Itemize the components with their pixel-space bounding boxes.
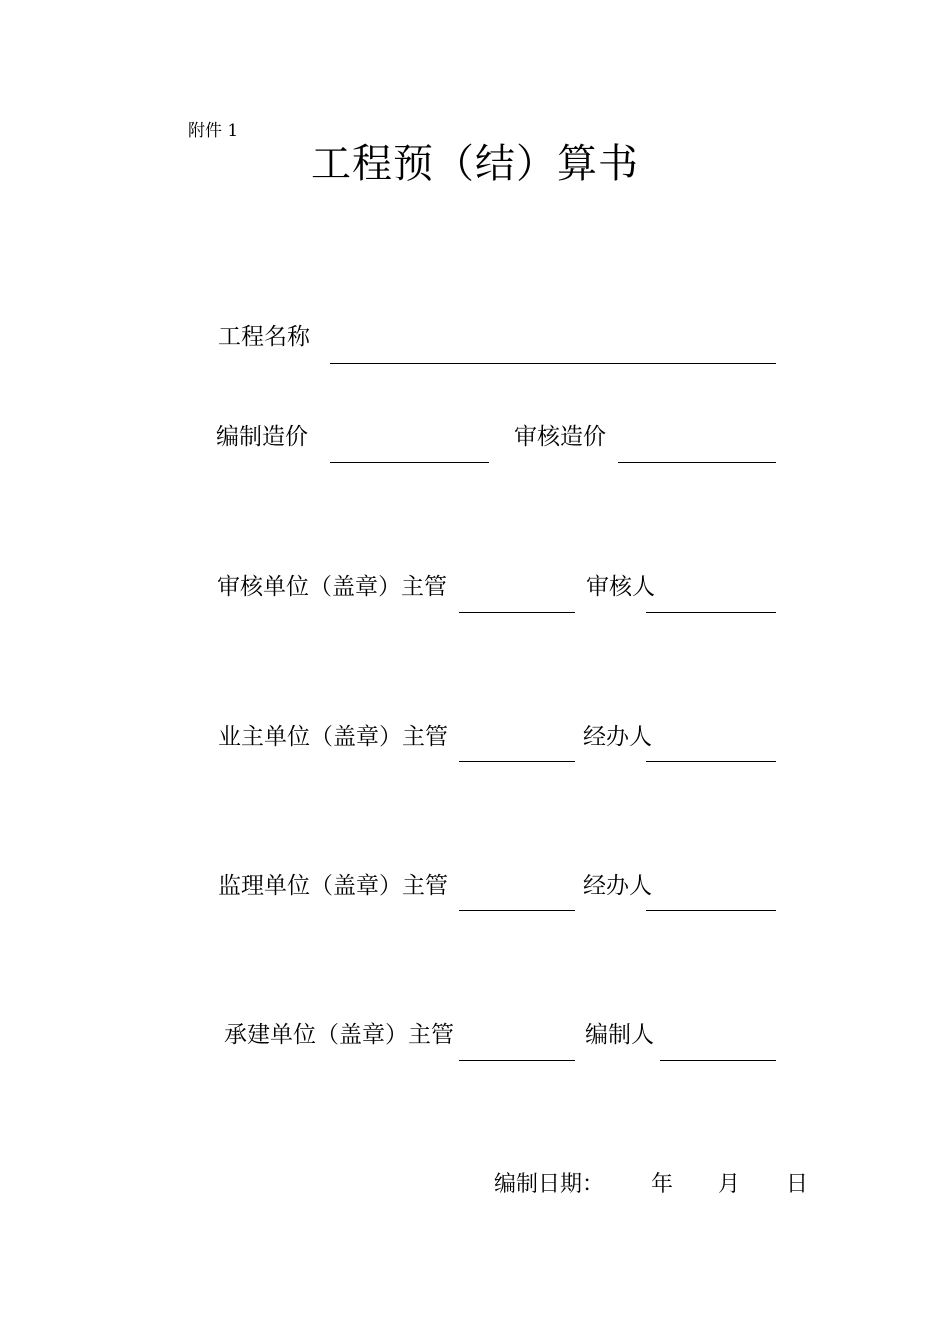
- review-unit-label: 审核单位（盖章）主管: [217, 574, 447, 600]
- prepared-cost-label: 编制造价: [216, 424, 308, 450]
- reviewer-blank[interactable]: [646, 612, 776, 613]
- owner-unit-blank[interactable]: [459, 761, 575, 762]
- preparer-label: 编制人: [585, 1022, 654, 1048]
- date-label: 编制日期：: [494, 1172, 605, 1197]
- preparer-blank[interactable]: [660, 1060, 776, 1061]
- project-name-blank[interactable]: [330, 363, 776, 364]
- reviewer-label: 审核人: [586, 574, 655, 600]
- contractor-unit-blank[interactable]: [459, 1060, 575, 1061]
- date-day: 日: [786, 1172, 809, 1197]
- reviewed-cost-label: 审核造价: [514, 424, 606, 450]
- contractor-unit-label: 承建单位（盖章）主管: [224, 1022, 454, 1048]
- supervision-handler-blank[interactable]: [646, 910, 776, 911]
- prepared-cost-blank[interactable]: [330, 462, 489, 463]
- owner-unit-label: 业主单位（盖章）主管: [218, 724, 448, 750]
- supervision-unit-blank[interactable]: [459, 910, 575, 911]
- supervision-handler-label: 经办人: [583, 873, 652, 899]
- document-title: 工程预（结）算书: [311, 141, 639, 187]
- owner-handler-blank[interactable]: [646, 761, 776, 762]
- reviewed-cost-blank[interactable]: [618, 462, 776, 463]
- project-name-label: 工程名称: [218, 324, 310, 350]
- owner-handler-label: 经办人: [583, 724, 652, 750]
- supervision-unit-label: 监理单位（盖章）主管: [218, 873, 448, 899]
- review-unit-blank[interactable]: [459, 612, 575, 613]
- date-month: 月: [718, 1172, 741, 1197]
- attachment-label: 附件 1: [188, 121, 239, 141]
- date-year: 年: [651, 1172, 674, 1197]
